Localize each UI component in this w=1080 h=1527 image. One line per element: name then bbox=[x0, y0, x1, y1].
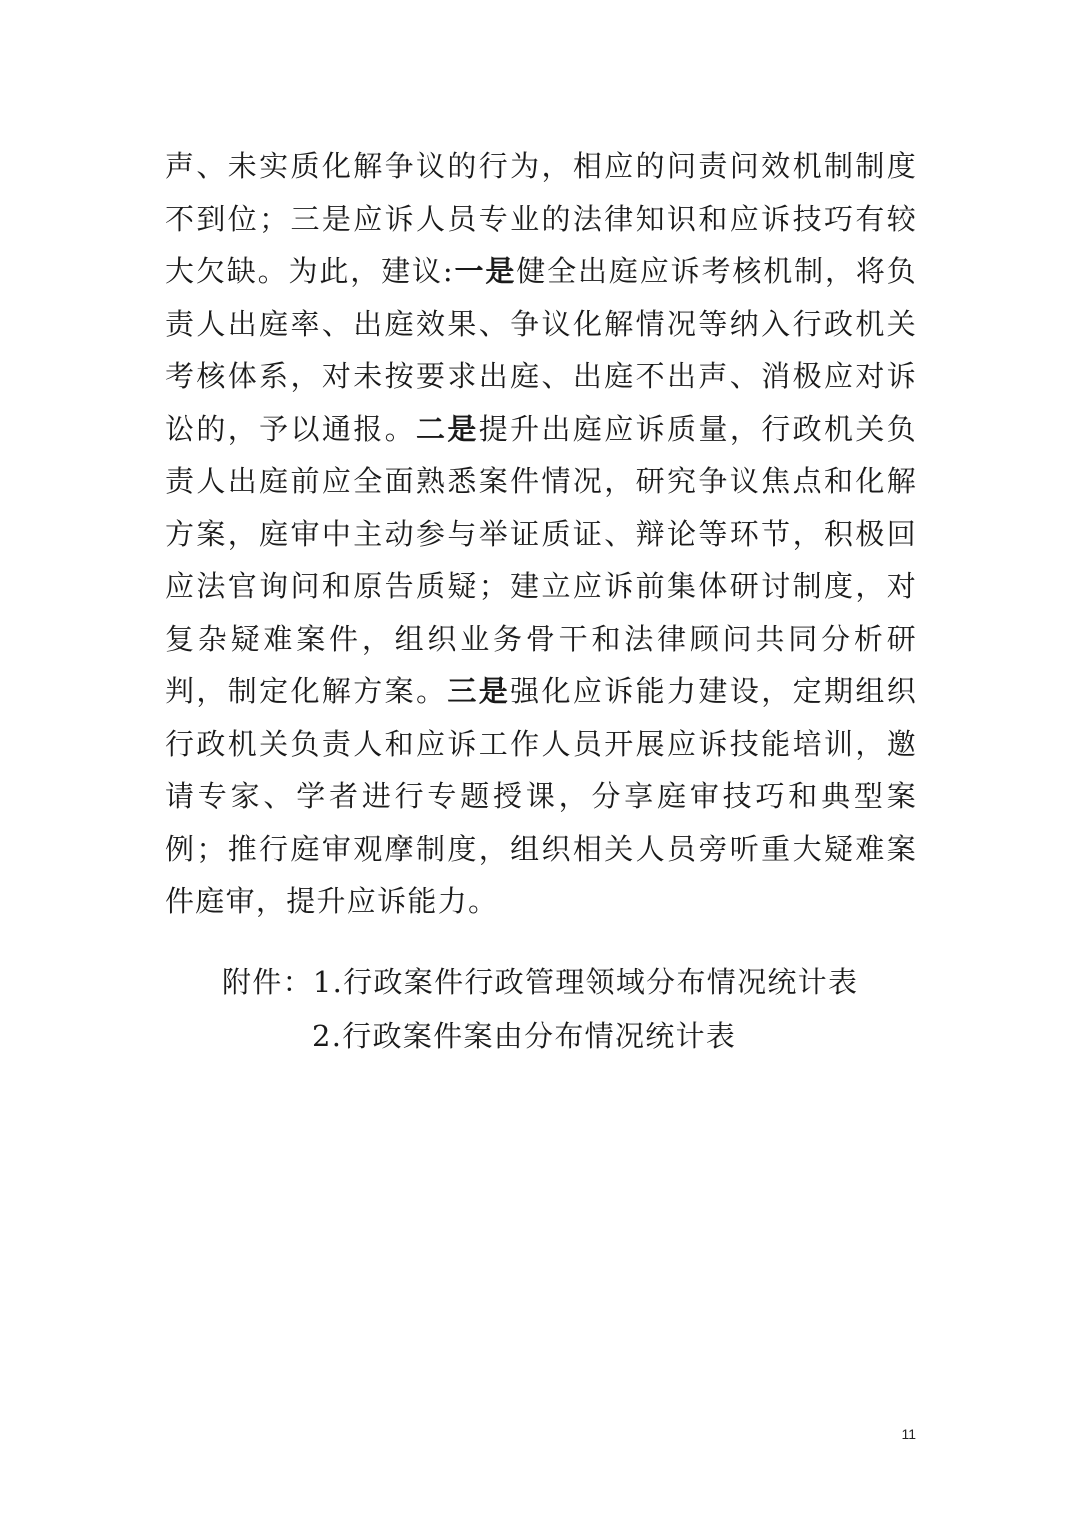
attachment-item: 2.行政案件案由分布情况统计表 bbox=[312, 1019, 737, 1053]
body-paragraph bbox=[165, 140, 917, 928]
attachment-label: 附件： bbox=[222, 965, 313, 999]
attachment-row bbox=[222, 955, 858, 1009]
paragraph-text: 健全出庭应诉考核机制，将负责人出庭率、出庭效果、争议化解情况等纳入行政机关考核体系，对未按要求出庭、出庭不出声、消极应对诉讼的，予以通报。 bbox=[165, 254, 918, 446]
emphasis-second: 二是 bbox=[416, 411, 479, 446]
attachment-row bbox=[222, 1009, 858, 1063]
paragraph-text: 强化应诉能力建设，定期组织行政机关负责人和应诉工作人员开展应诉技能培训，邀请专家、学者进行专题授课，分享庭审技巧和典型案例；推行庭审观摩制度，组织相关人员旁听重大疑难案件庭审，提升应诉能力。 bbox=[165, 674, 918, 918]
page-number: 11 bbox=[901, 1426, 916, 1442]
emphasis-first: 一是 bbox=[453, 254, 517, 288]
emphasis-third: 三是 bbox=[447, 674, 511, 708]
paragraph-text: 声、未实质化解争议的行为，相应的问责问效机制制度不到位；三是应诉人员专业的法律知识和应诉技巧有较大欠缺。为此，建议: bbox=[165, 149, 917, 288]
attachment-item: 1.行政案件行政管理领域分布情况统计表 bbox=[312, 965, 859, 999]
attachment-list bbox=[222, 955, 858, 1063]
paragraph-text: 提升出庭应诉质量，行政机关负责人出庭前应全面熟悉案件情况，研究争议焦点和化解方案，庭审中主动参与举证质证、辩论等环节，积极回应法官询问和原告质疑；建立应诉前集体研讨制度，对复杂疑难案件，组织业务骨干和法律顾问共同分析研判，制定化解方案。 bbox=[165, 411, 918, 708]
